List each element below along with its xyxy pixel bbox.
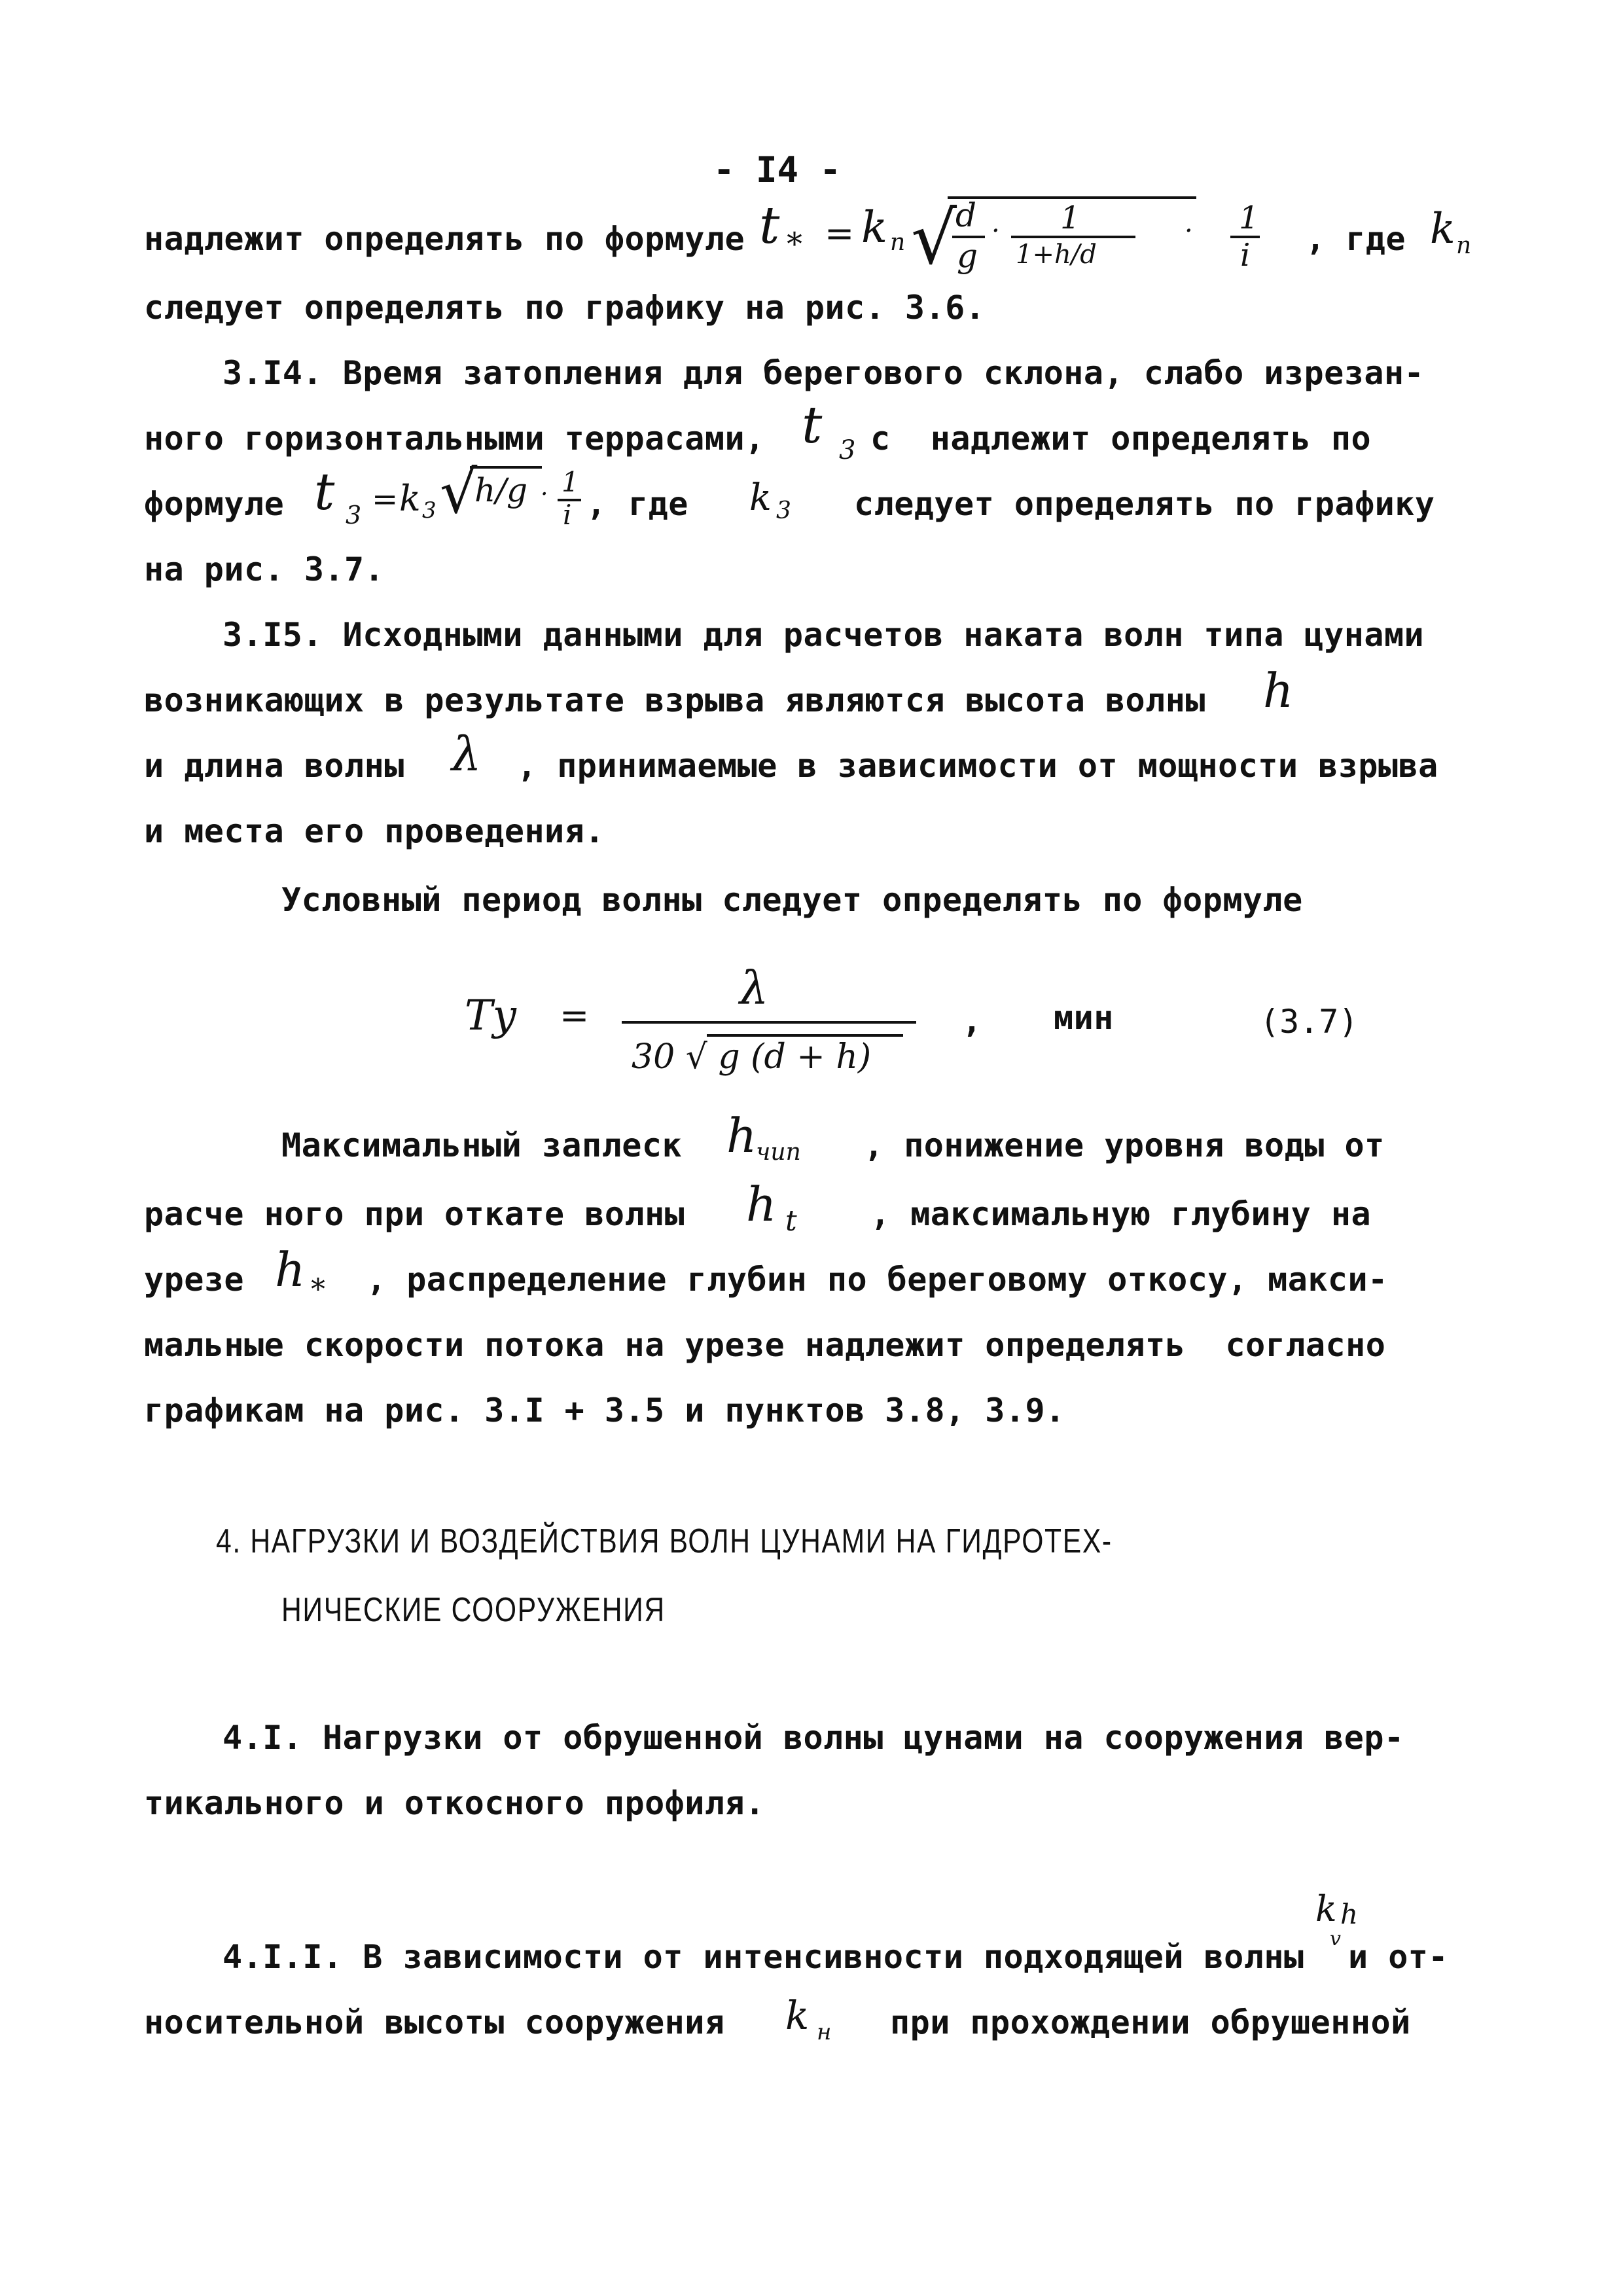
text-line-17: 4.I. Нагрузки от обрушенной волны цунами на сооружения вер- <box>223 1719 1404 1757</box>
formula3-numerator: λ <box>740 961 769 1015</box>
symbol-h-t-sub: t <box>785 1204 797 1238</box>
text-line-1-tail: , где <box>1306 220 1406 258</box>
formula3-frac-bar <box>622 1021 916 1024</box>
symbol-h-star-sub: * <box>311 1273 325 1306</box>
text-line-1: надлежит определять по формуле <box>144 220 745 258</box>
symbol-k-h-sub: h <box>1340 1898 1359 1930</box>
text-line-10: и места его проведения. <box>144 812 605 850</box>
formula2-t3: t <box>314 463 335 522</box>
formula3-eq: = <box>560 995 590 1036</box>
formula-one: 1 <box>1060 200 1080 236</box>
sqrt-bar-2 <box>470 466 542 469</box>
text-line-4a: ного горизонтальными террасами, <box>144 420 765 457</box>
formula-t3-sub: 3 <box>839 435 856 465</box>
formula2-dot: · <box>541 481 548 508</box>
text-line-13a: расче ного при откате волны <box>144 1195 685 1233</box>
section-heading-line-2: НИЧЕСКИЕ СООРУЖЕНИЯ <box>281 1591 666 1629</box>
formula-k-n: k <box>861 202 887 253</box>
text-line-20b: при прохождении обрушенной <box>890 2003 1411 2041</box>
formula3-Ty: Ty <box>465 992 516 1040</box>
formula-t-star: t <box>759 196 780 255</box>
sqrt-sign-2: √ <box>440 458 478 527</box>
sqrt-bar-1 <box>948 196 1196 199</box>
text-line-12b: , понижение уровня воды от <box>864 1126 1385 1164</box>
symbol-h-star: h <box>275 1242 306 1297</box>
formula2-k3-b: k <box>749 476 772 519</box>
page-number: - I4 - <box>713 149 842 190</box>
section-heading-line-1: 4. НАГРУЗКИ И ВОЗДЕЙСТВИЯ ВОЛН ЦУНАМИ НА ГИДРОТЕХ- <box>216 1522 1113 1560</box>
text-line-2: следует определять по графику на рис. 3.6. <box>144 289 986 327</box>
text-line-13b: , максимальную глубину на <box>870 1195 1372 1233</box>
formula3-comma: , <box>962 1002 982 1040</box>
text-line-9b: , принимаемые в зависимости от мощности взрыва <box>517 747 1438 785</box>
formula2-k3: k <box>399 478 421 519</box>
text-line-14a: урезе <box>144 1261 245 1299</box>
formula-one-i: 1 <box>1239 200 1259 236</box>
formula2-t3-sub: 3 <box>346 501 362 529</box>
formula-star-sub: * <box>787 226 802 262</box>
formula-d: d <box>955 196 977 234</box>
formula2-comma: , <box>586 485 607 523</box>
text-line-9a: и длина волны <box>144 747 404 785</box>
formula-t3: t <box>802 396 823 455</box>
symbol-k-H: k <box>785 1993 810 2039</box>
text-line-15: мальные скорости потока на урезе надлежит определять согласно <box>144 1326 1386 1364</box>
text-line-18: тикального и откосного профиля. <box>144 1784 765 1822</box>
formula2-i: i <box>563 499 572 531</box>
text-line-12a: Максимальный заплеск <box>281 1126 683 1164</box>
symbol-h-run-sub: чип <box>756 1139 801 1166</box>
formula-kn-tail-sub: п <box>1456 232 1472 259</box>
formula2-k3-sub: 3 <box>422 497 437 524</box>
text-line-16: графикам на рис. 3.I + 3.5 и пунктов 3.8, 3.9. <box>144 1391 1065 1429</box>
formula2-one: 1 <box>562 466 579 498</box>
text-line-19a: 4.I.I. В зависимости от интенсивности подходящей волны <box>223 1938 1304 1976</box>
symbol-k-h: k <box>1315 1888 1337 1929</box>
text-line-6: на рис. 3.7. <box>144 550 385 588</box>
text-line-11: Условный период волны следует определять по формуле <box>281 881 1303 919</box>
symbol-lambda-1: λ <box>452 726 482 781</box>
text-line-8: возникающих в результате взрыва являются высота волны <box>144 681 1205 719</box>
formula-eq-1: = <box>825 213 855 254</box>
text-line-5b: где <box>628 485 688 523</box>
text-line-4b: с надлежит определять по <box>870 420 1372 457</box>
text-line-7: 3.I5. Исходными данными для расчетов наката волн типа цунами <box>223 616 1425 654</box>
formula-dot-1: · <box>991 216 1000 246</box>
formula2-k3-b-sub: 3 <box>776 497 791 524</box>
formula2-eq: = <box>372 481 399 518</box>
formula-one-plus: 1+h/d <box>1016 240 1097 270</box>
symbol-h-1: h <box>1263 663 1294 718</box>
insert-caret: v <box>1330 1928 1341 1950</box>
sqrt-sign-1: √ <box>911 196 957 280</box>
text-line-5a: формуле <box>144 485 285 523</box>
equation-number: (3.7) <box>1260 1003 1359 1041</box>
symbol-h-t: h <box>746 1177 777 1232</box>
text-line-5c: следует определять по графику <box>854 485 1435 523</box>
formula-dot-2: · <box>1185 216 1193 246</box>
frac-bar-one <box>1011 236 1135 238</box>
formula-k-n-sub: п <box>890 229 906 256</box>
symbol-h-run: h <box>726 1108 757 1163</box>
formula2-h-over-g: h/g <box>474 471 528 509</box>
text-line-20a: носительной высоты сооружения <box>144 2003 725 2041</box>
symbol-k-H-sub: н <box>817 2019 832 2045</box>
formula-g: g <box>957 237 978 275</box>
formula3-sqrt-bar <box>707 1034 903 1037</box>
formula3-unit: мин <box>1054 999 1114 1037</box>
formula3-denominator: 30 √ g (d + h) <box>632 1037 872 1077</box>
text-line-3: 3.I4. Время затопления для берегового склона, слабо изрезан- <box>223 354 1425 392</box>
formula-i: i <box>1240 237 1251 274</box>
text-line-14b: , распределение глубин по береговому откосу, макси- <box>366 1261 1388 1299</box>
formula-kn-tail: k <box>1430 205 1455 253</box>
text-line-19b: и от- <box>1348 1938 1449 1976</box>
